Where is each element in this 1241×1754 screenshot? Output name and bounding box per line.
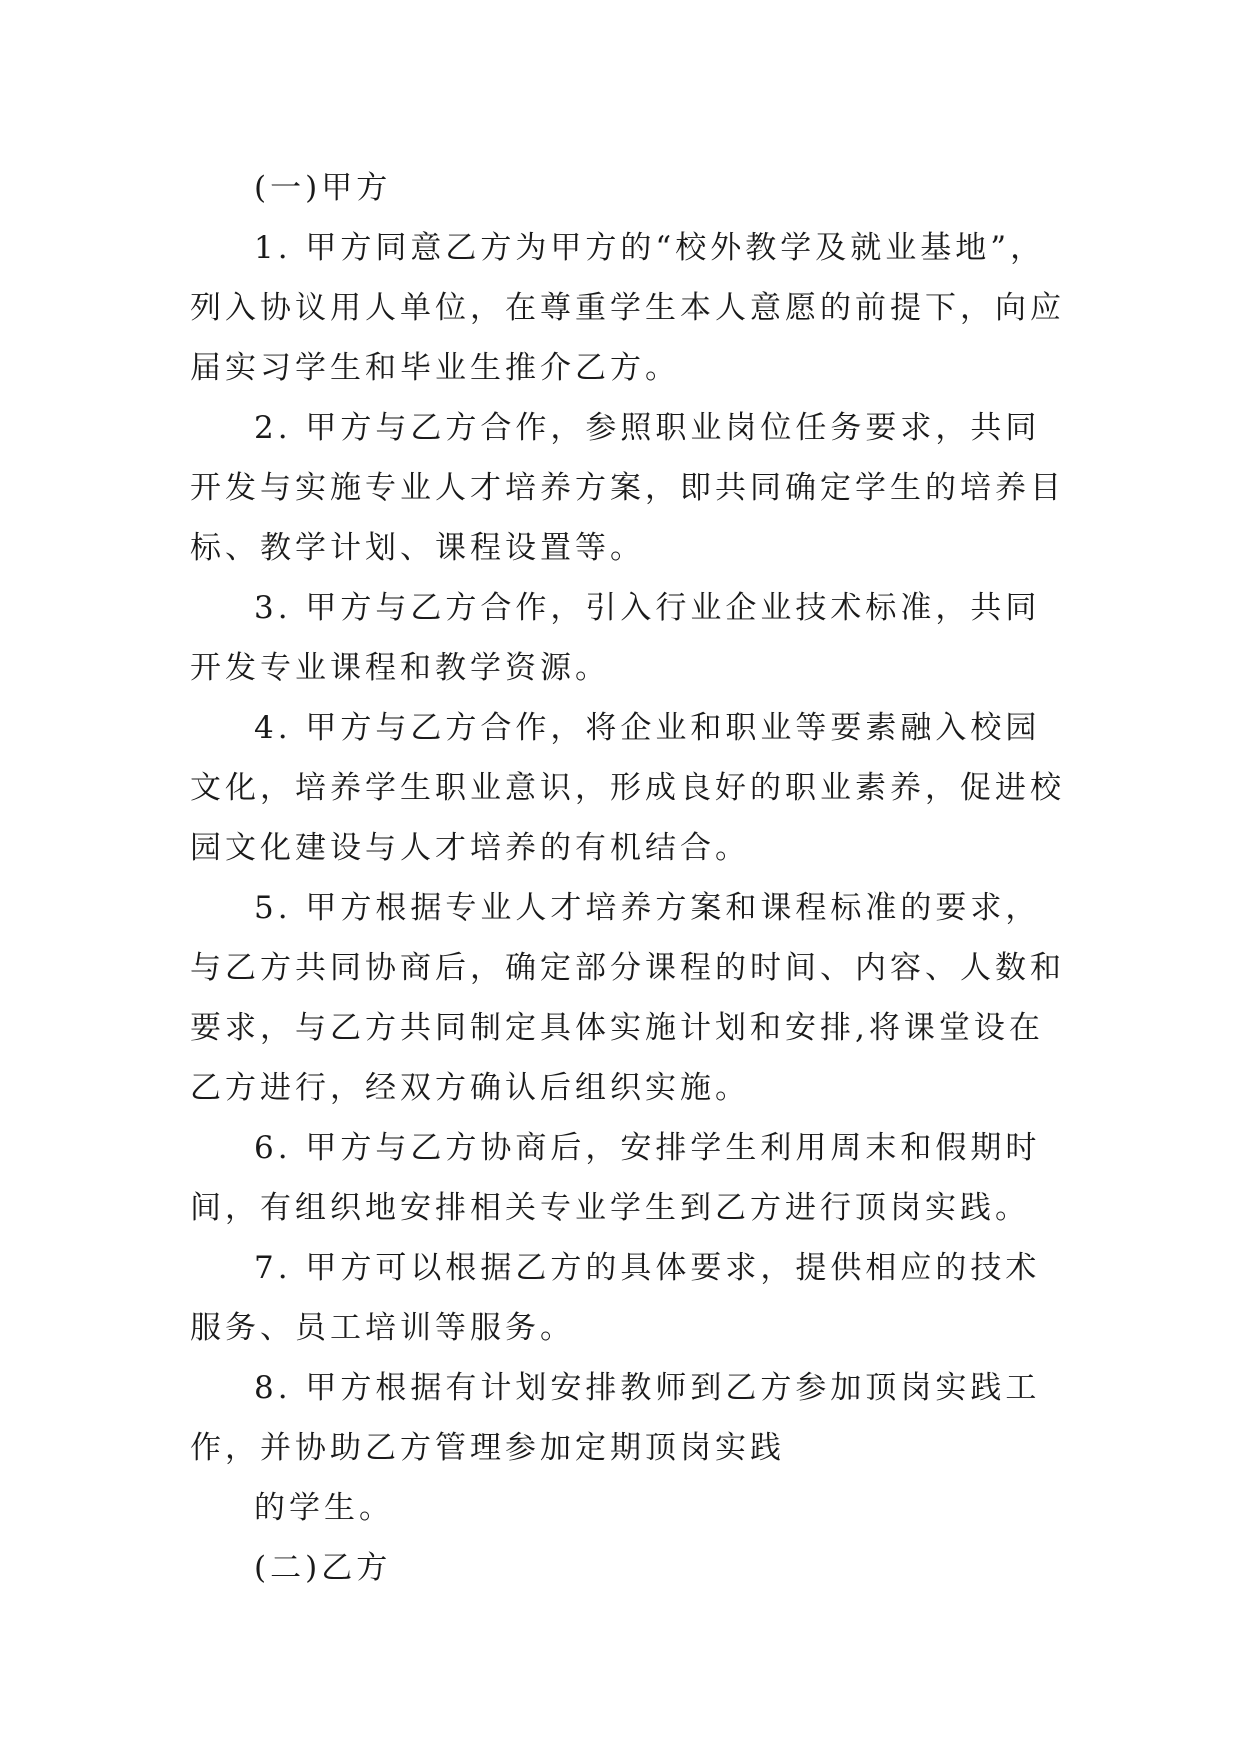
clause-4: 4. 甲方与乙方合作，将企业和职业等要素融入校园文化，培养学生职业意识，形成良好的职业素养，促进校园文化建设与人才培养的有机结合。 — [190, 710, 1065, 866]
clause-2: 2. 甲方与乙方合作，参照职业岗位任务要求，共同开发与实施专业人才培养方案，即共同确定学生的培养目标、教学计划、课程设置等。 — [190, 410, 1065, 566]
clause-7: 7. 甲方可以根据乙方的具体要求，提供相应的技术服务、员工培训等服务。 — [190, 1250, 1041, 1346]
section-heading-party-b: (二)乙方 — [254, 1550, 392, 1586]
section-heading-party-a: (一)甲方 — [254, 170, 392, 206]
clause-6: 6. 甲方与乙方协商后，安排学生利用周末和假期时间，有组织地安排相关专业学生到乙方进行顶岗实践。 — [190, 1130, 1041, 1226]
clause-8-continuation: 的学生。 — [254, 1490, 394, 1526]
clause-1: 1. 甲方同意乙方为甲方的“校外教学及就业基地”，列入协议用人单位，在尊重学生本人意愿的前提下，向应届实习学生和毕业生推介乙方。 — [190, 230, 1065, 386]
document-body — [190, 158, 1070, 1598]
clause-5: 5. 甲方根据专业人才培养方案和课程标准的要求，与乙方共同协商后，确定部分课程的时间、内容、人数和要求，与乙方共同制定具体实施计划和安排,将课堂设在乙方进行，经双方确认后组织实施。 — [190, 890, 1065, 1106]
clause-8: 8. 甲方根据有计划安排教师到乙方参加顶岗实践工作，并协助乙方管理参加定期顶岗实践 — [190, 1370, 1041, 1466]
clause-3: 3. 甲方与乙方合作，引入行业企业技术标准，共同开发专业课程和教学资源。 — [190, 590, 1041, 686]
